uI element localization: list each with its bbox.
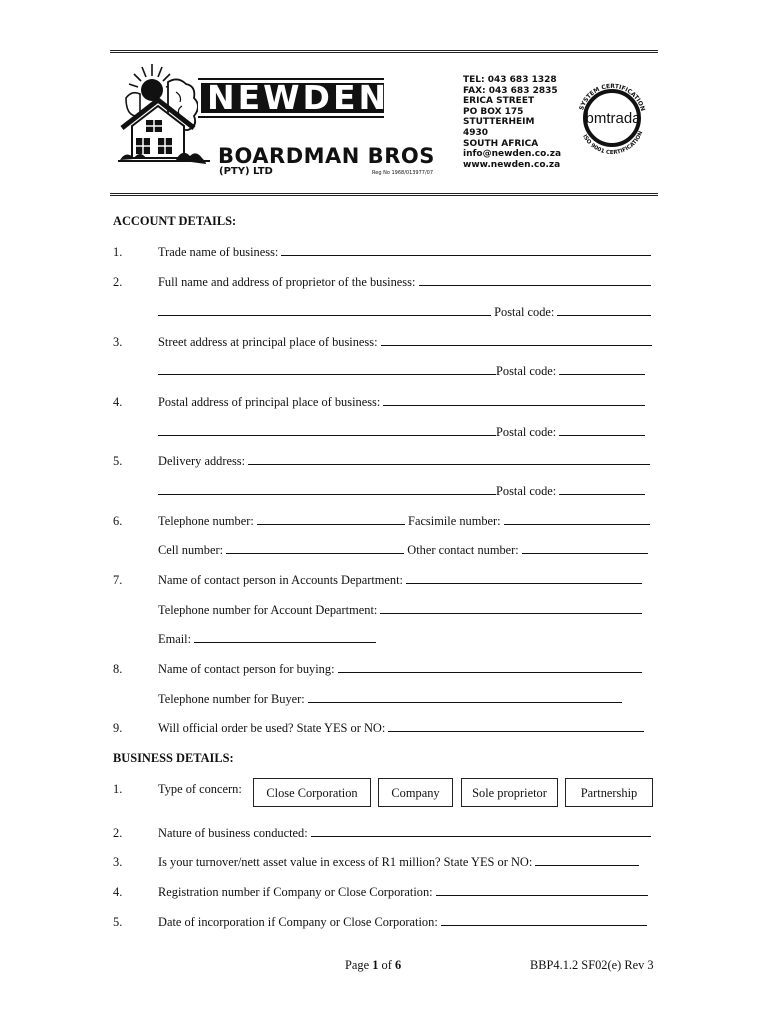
page-number: Page 1 of 6 — [345, 958, 402, 972]
facsimile-field[interactable] — [504, 515, 650, 525]
postal-address-field-2[interactable] — [158, 426, 496, 436]
brand-wordmark: NEWDEN — [198, 78, 384, 118]
facsimile-label: Facsimile number: — [408, 514, 501, 528]
official-order-label: Will official order be used? State YES or NO: — [158, 721, 644, 736]
incorporation-date-field[interactable] — [441, 916, 647, 926]
postal-code-label: Postal code: — [496, 425, 557, 439]
registration-number-field[interactable] — [436, 886, 648, 896]
turnover-field[interactable] — [535, 856, 639, 866]
delivery-address-label: Delivery address: — [158, 454, 650, 469]
official-order-field[interactable] — [388, 722, 644, 732]
item-number: 7. — [113, 573, 123, 587]
postal-code-field[interactable] — [559, 365, 645, 375]
buying-contact-field[interactable] — [338, 663, 642, 673]
trade-name-label: Trade name of business: — [158, 245, 651, 260]
registration-number: Reg No 1968/013977/07 — [372, 170, 434, 176]
item-number: 1. — [113, 245, 123, 259]
business-details-heading: BUSINESS DETAILS: — [113, 751, 234, 765]
postal-address-label: Postal address of principal place of business: — [158, 395, 645, 410]
buying-contact-label: Name of contact person for buying: — [158, 662, 642, 677]
seal-wordmark: bmtrada — [585, 110, 641, 127]
turnover-label: Is your turnover/nett asset value in excess of R1 million? State YES or NO: — [158, 855, 639, 870]
item-number: 8. — [113, 662, 123, 676]
contact-line: PO BOX 175 — [463, 106, 524, 117]
proprietor-address-line — [158, 305, 651, 320]
contact-line: STUTTERHEIM — [463, 117, 535, 128]
registration-number-label: Registration number if Company or Close Corporation: — [158, 885, 648, 900]
item-number: 3. — [113, 335, 123, 349]
document-reference: BBP4.1.2 SF02(e) Rev 3 — [530, 958, 654, 972]
nature-of-business-label: Nature of business conducted: — [158, 826, 651, 841]
street-address-field[interactable] — [381, 336, 652, 346]
email-field[interactable] — [194, 633, 376, 643]
postal-code-label: Postal code: — [494, 305, 555, 319]
buyer-telephone-field[interactable] — [308, 693, 622, 703]
cell-field[interactable] — [226, 544, 404, 554]
accounts-contact-field[interactable] — [406, 574, 642, 584]
item-number: 9. — [113, 721, 123, 735]
postal-code-label: Postal code: — [496, 484, 557, 498]
sub-brand: BOARDMAN BROS — [218, 144, 435, 168]
contact-line: FAX: 043 683 2835 — [463, 85, 558, 96]
delivery-address-line — [158, 484, 645, 499]
contact-website: www.newden.co.za — [463, 159, 561, 170]
nature-of-business-field[interactable] — [311, 827, 651, 837]
house-logo-icon — [118, 62, 210, 164]
postal-address-field[interactable] — [383, 396, 645, 406]
header-bottom-rule — [110, 193, 658, 196]
contact-line: SOUTH AFRICA — [463, 138, 539, 149]
item-number: 3. — [113, 855, 123, 869]
item-number: 1. — [113, 782, 123, 796]
concern-type-label: Type of concern: — [158, 782, 242, 796]
buyer-telephone-label: Telephone number for Buyer: — [158, 692, 622, 707]
telephone-line — [158, 514, 650, 529]
item-number: 2. — [113, 826, 123, 840]
postal-code-field[interactable] — [559, 485, 645, 495]
contact-line: ERICA STREET — [463, 96, 535, 107]
other-contact-label: Other contact number: — [407, 543, 519, 557]
telephone-field[interactable] — [257, 515, 405, 525]
cell-label: Cell number: — [158, 543, 224, 557]
sole-proprietor-option[interactable]: Sole proprietor — [461, 778, 558, 807]
partnership-option[interactable]: Partnership — [565, 778, 653, 807]
close-corporation-option[interactable]: Close Corporation — [253, 778, 371, 807]
company-suffix: (PTY) LTD — [219, 166, 273, 177]
contact-block — [463, 75, 561, 170]
postal-code-label: Postal code: — [496, 364, 557, 378]
account-details-heading: ACCOUNT DETAILS: — [113, 214, 237, 228]
contact-email: info@newden.co.za — [463, 149, 562, 160]
accounts-contact-label: Name of contact person in Accounts Department: — [158, 573, 642, 588]
item-number: 5. — [113, 915, 123, 929]
delivery-address-field-2[interactable] — [158, 485, 496, 495]
street-address-field-2[interactable] — [158, 365, 496, 375]
email-label: Email: — [158, 632, 376, 647]
item-number: 4. — [113, 395, 123, 409]
seal-bottom-text: ISO 9001 CERTIFICATION — [581, 130, 645, 157]
trade-name-field[interactable] — [281, 246, 651, 256]
other-contact-field[interactable] — [522, 544, 648, 554]
contact-line: 4930 — [463, 127, 489, 138]
street-address-line — [158, 364, 645, 379]
postal-address-line — [158, 425, 645, 440]
item-number: 4. — [113, 885, 123, 899]
contact-line: TEL: 043 683 1328 — [463, 75, 557, 85]
delivery-address-field[interactable] — [248, 455, 650, 465]
accounts-telephone-label: Telephone number for Account Department: — [158, 603, 642, 618]
company-option[interactable]: Company — [378, 778, 453, 807]
cell-line — [158, 543, 648, 558]
accounts-telephone-field[interactable] — [380, 604, 642, 614]
incorporation-date-label: Date of incorporation if Company or Close Corporation: — [158, 915, 647, 930]
telephone-label: Telephone number: — [158, 514, 254, 528]
street-address-label: Street address at principal place of business: — [158, 335, 652, 350]
postal-code-field[interactable] — [559, 426, 645, 436]
postal-code-field[interactable] — [557, 306, 651, 316]
header-top-rule — [110, 50, 658, 53]
item-number: 5. — [113, 454, 123, 468]
proprietor-field[interactable] — [419, 276, 651, 286]
seal-top-text: SYSTEM CERTIFICATION — [578, 82, 647, 112]
proprietor-address-field[interactable] — [158, 306, 491, 316]
item-number: 6. — [113, 514, 123, 528]
proprietor-label: Full name and address of proprietor of the business: — [158, 275, 651, 290]
item-number: 2. — [113, 275, 123, 289]
